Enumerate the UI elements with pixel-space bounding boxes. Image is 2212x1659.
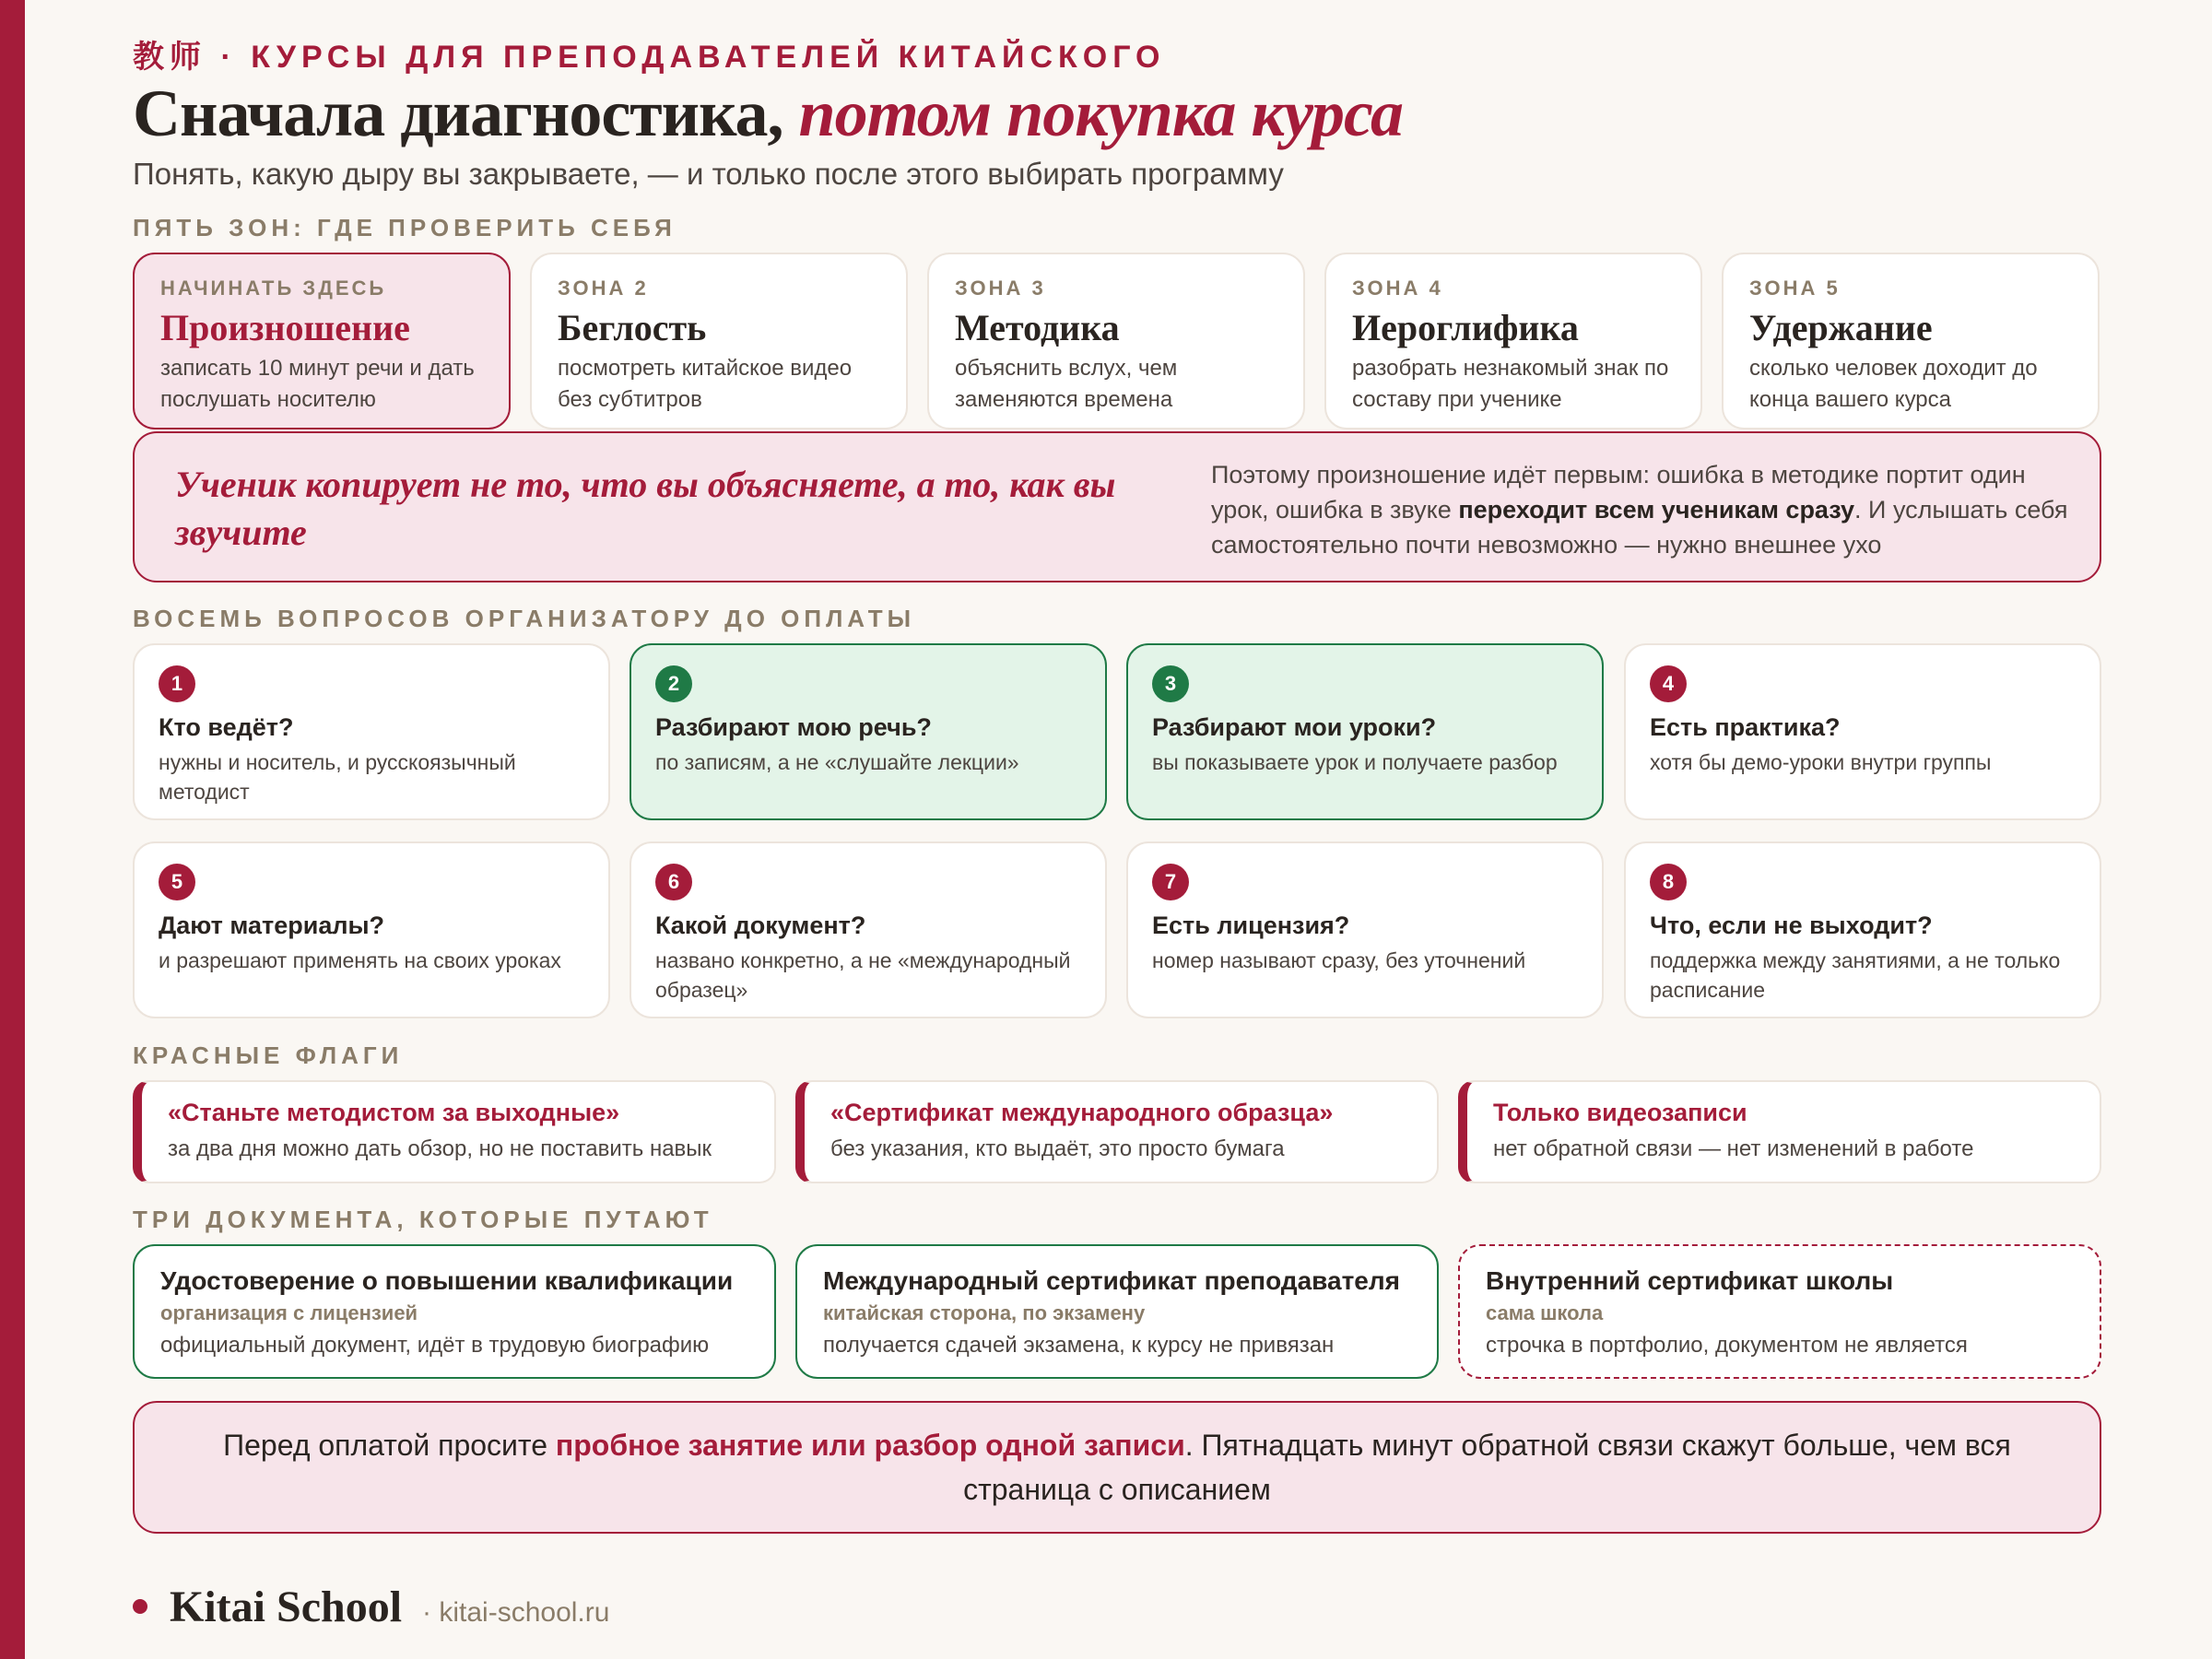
zone-kicker: ЗОНА 4 xyxy=(1352,276,1443,300)
question-number: 8 xyxy=(1650,864,1687,900)
flag-title: Только видеозаписи xyxy=(1493,1099,1747,1126)
zone-card-retention xyxy=(1722,253,2100,429)
question-title: Есть практика? xyxy=(1650,713,1841,741)
zone-desc: разобрать незнакомый знак по составу при ученике xyxy=(1352,356,1669,412)
document-issuer: организация с лицензией xyxy=(160,1301,418,1324)
documents-label: ТРИ ДОКУМЕНТА, КОТОРЫЕ ПУТАЮТ xyxy=(133,1206,713,1233)
question-card xyxy=(1624,841,2101,1018)
title-accent: потом покупка курса xyxy=(798,76,1404,150)
question-title: Кто ведёт? xyxy=(159,713,294,741)
flag-title: «Сертификат международного образца» xyxy=(830,1099,1334,1126)
title-plain: Сначала диагностика, xyxy=(133,76,799,150)
document-title: Удостоверение о повышении квалификации xyxy=(160,1266,734,1295)
accent-stripe xyxy=(0,0,25,1659)
brand-dot-icon xyxy=(133,1599,147,1614)
question-card xyxy=(629,643,1107,820)
question-desc: поддержка между занятиями, а не только расписание xyxy=(1650,948,2061,1002)
zone-kicker: ЗОНА 2 xyxy=(558,276,649,300)
zone-card-pronunciation xyxy=(133,253,511,429)
page-subtitle: Понять, какую дыру вы закрываете, — и только после этого выбирать программу xyxy=(133,157,1284,191)
page xyxy=(133,0,2101,1659)
question-number: 4 xyxy=(1650,665,1687,702)
footer xyxy=(133,1582,609,1632)
zone-desc: сколько человек доходит до конца вашего курса xyxy=(1749,356,2038,412)
red-flag-card xyxy=(795,1080,1439,1183)
question-title: Разбирают мои уроки? xyxy=(1152,713,1437,741)
zone-title: Беглость xyxy=(558,307,707,348)
flag-desc: нет обратной связи — нет изменений в работе xyxy=(1493,1136,1974,1161)
callout-expl-bold: переходит всем ученикам сразу xyxy=(1458,496,1855,524)
zone-kicker: ЗОНА 5 xyxy=(1749,276,1841,300)
zone-desc: записать 10 минут речи и дать послушать носителю xyxy=(160,356,475,412)
question-desc: номер называют сразу, без уточнений xyxy=(1152,948,1526,972)
question-card xyxy=(1624,643,2101,820)
zones-label: ПЯТЬ ЗОН: ГДЕ ПРОВЕРИТЬ СЕБЯ xyxy=(133,214,677,241)
document-title: Внутренний сертификат школы xyxy=(1486,1266,1894,1295)
pronunciation-callout xyxy=(133,431,2101,582)
document-desc: официальный документ, идёт в трудовую биографию xyxy=(160,1333,710,1358)
flag-desc: за два дня можно дать обзор, но не поставить навык xyxy=(168,1136,712,1161)
question-title: Какой документ? xyxy=(655,912,866,939)
question-number: 5 xyxy=(159,864,195,900)
document-card xyxy=(1458,1244,2101,1379)
zone-card-fluency xyxy=(530,253,908,429)
zone-card-hieroglyphics xyxy=(1324,253,1702,429)
eyebrow: 教师 · КУРСЫ ДЛЯ ПРЕПОДАВАТЕЛЕЙ КИТАЙСКОГО xyxy=(133,40,1166,75)
bottom-pre: Перед оплатой просите xyxy=(223,1429,556,1462)
question-desc: вы показываете урок и получаете разбор xyxy=(1152,750,1558,774)
question-card xyxy=(1126,841,1604,1018)
document-title: Международный сертификат преподавателя xyxy=(823,1266,1400,1295)
callout-explanation xyxy=(1211,457,2068,562)
document-issuer: китайская сторона, по экзамену xyxy=(823,1301,1146,1324)
flags-label: КРАСНЫЕ ФЛАГИ xyxy=(133,1041,404,1069)
zone-card-methodology xyxy=(927,253,1305,429)
callout-expl-pre: Поэтому произношение идёт первым: ошибка в методике портит один урок, ошибка в звуке xyxy=(1211,461,2026,524)
callout-expl-post: . И услышать себя самостоятельно почти невозможно — нужно внешнее ухо xyxy=(1211,496,2068,559)
page-title xyxy=(133,76,1403,152)
zone-title: Произношение xyxy=(160,307,410,348)
question-desc: и разрешают применять на своих уроках xyxy=(159,948,561,972)
question-number: 1 xyxy=(159,665,195,702)
callout-quote: Ученик копирует не то, что вы объясняете, а то, как вы звучите xyxy=(175,464,1116,553)
question-card xyxy=(133,643,610,820)
document-card xyxy=(133,1244,776,1379)
zone-kicker: НАЧИНАТЬ ЗДЕСЬ xyxy=(160,276,387,300)
red-flag-card xyxy=(1458,1080,2101,1183)
question-desc: нужны и носитель, и русскоязычный методист xyxy=(159,750,516,804)
question-number: 7 xyxy=(1152,864,1189,900)
flag-title: «Станьте методистом за выходные» xyxy=(168,1099,620,1126)
brand-name: Kitai School xyxy=(170,1583,403,1631)
zone-desc: объяснить вслух, чем заменяются времена xyxy=(955,356,1178,412)
bottom-advice xyxy=(133,1401,2101,1534)
questions-label: ВОСЕМЬ ВОПРОСОВ ОРГАНИЗАТОРУ ДО ОПЛАТЫ xyxy=(133,605,916,632)
zone-title: Удержание xyxy=(1749,307,1933,348)
site-link[interactable]: · kitai-school.ru xyxy=(422,1597,610,1628)
question-title: Разбирают мою речь? xyxy=(655,713,932,741)
question-desc: хотя бы демо-уроки внутри группы xyxy=(1650,750,1992,774)
bottom-advice-text xyxy=(190,1423,2044,1512)
question-title: Дают материалы? xyxy=(159,912,385,939)
zone-kicker: ЗОНА 3 xyxy=(955,276,1046,300)
document-issuer: сама школа xyxy=(1486,1301,1604,1324)
document-desc: получается сдачей экзамена, к курсу не привязан xyxy=(823,1333,1335,1358)
question-number: 3 xyxy=(1152,665,1189,702)
zone-title: Иероглифика xyxy=(1352,307,1579,348)
question-card xyxy=(1126,643,1604,820)
question-card xyxy=(133,841,610,1018)
bottom-post: . Пятнадцать минут обратной связи скажут больше, чем вся страница с описанием xyxy=(963,1429,2011,1506)
zone-title: Методика xyxy=(955,307,1120,348)
bottom-bold: пробное занятие или разбор одной записи xyxy=(555,1429,1185,1462)
flag-desc: без указания, кто выдаёт, это просто бумага xyxy=(830,1136,1285,1161)
document-card xyxy=(795,1244,1439,1379)
question-desc: по записям, а не «слушайте лекции» xyxy=(655,750,1019,774)
question-desc: названо конкретно, а не «международный образец» xyxy=(655,948,1071,1002)
question-title: Что, если не выходит? xyxy=(1650,912,1933,939)
zone-desc: посмотреть китайское видео без субтитров xyxy=(558,356,853,412)
question-number: 6 xyxy=(655,864,692,900)
red-flag-card xyxy=(133,1080,776,1183)
question-number: 2 xyxy=(655,665,692,702)
question-title: Есть лицензия? xyxy=(1152,912,1350,939)
question-card xyxy=(629,841,1107,1018)
document-desc: строчка в портфолио, документом не является xyxy=(1486,1333,1968,1358)
